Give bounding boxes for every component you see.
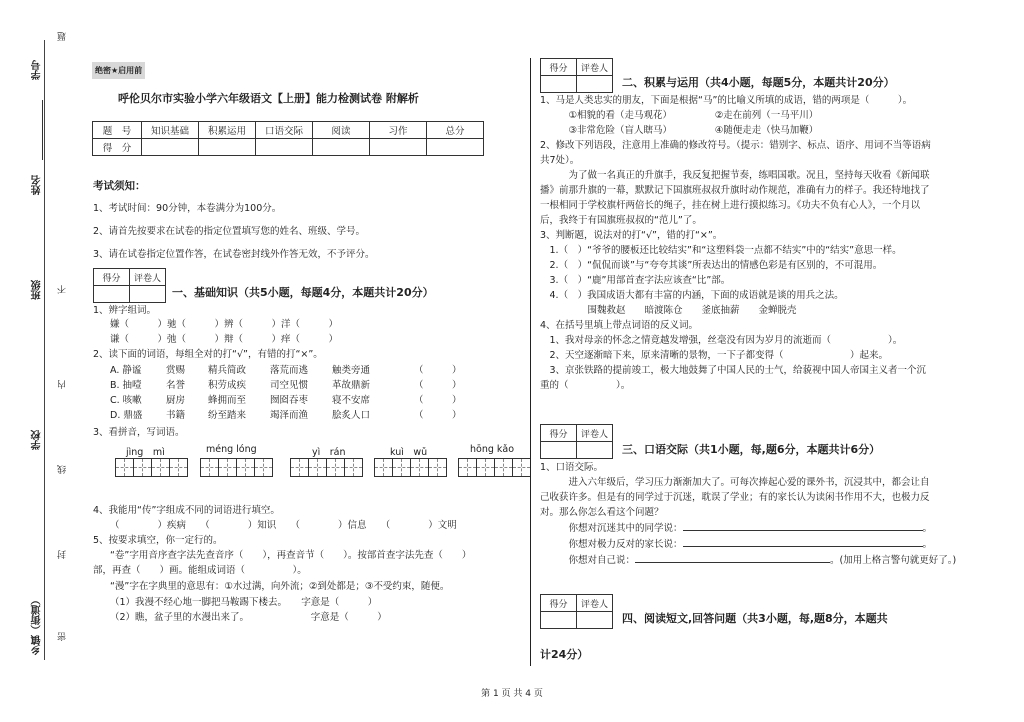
xuehao-blank [42, 100, 43, 160]
oral-prompt-label: 你想对自己说： [540, 555, 636, 566]
q2-options [110, 362, 462, 422]
q2-cell: 名誉 [166, 380, 186, 391]
grader-cell[interactable] [130, 286, 166, 303]
notice-item: 3、请在试卷指定位置作答，在试卷密封线外作答无效，不予评分。 [93, 249, 375, 260]
grader-label: 评卷人 [577, 59, 613, 76]
sec2-line: 播》前那升旗的一幕，默默记下国旗班叔叔升旗时动作规范，准确有力的样子。我还特地找了 [540, 185, 930, 196]
q2-answer[interactable]: （ ） [414, 365, 462, 376]
sec2-line: 共7处）。 [540, 155, 580, 166]
q2-row [110, 407, 462, 422]
sec2-line: 一根相同于学校旗杆两倍长的绳子，挂在树上进行摸拟练习。《功夫不负有心人》，一个月以 [540, 200, 921, 211]
notice-item: 1、考试时间：90分钟，本卷满分为100分。 [93, 203, 282, 214]
grader-label: 评卷人 [130, 269, 166, 286]
sec2-line: 围魏救赵 暗渡陈仓 釜底抽薪 金蝉脱壳 [540, 305, 797, 316]
question-3: 3、看拼音，写词语。 [93, 427, 185, 438]
margin-label-class: 班级 [32, 280, 43, 300]
sec2-line: 2.（ ）“侃侃而谈”与“夸夸其谈”所表达出的情感色彩是有区别的，不可混用。 [540, 260, 883, 271]
writing-grid[interactable] [200, 458, 272, 477]
grader-box [540, 424, 613, 459]
question-5: 5、按要求填空，你一定行的。 [93, 535, 223, 546]
score-cell[interactable] [370, 139, 427, 156]
grader-box [540, 58, 613, 93]
section-4-title: 四、阅读短文,回答问题（共3小题，每,题8分，本题共 [622, 612, 888, 625]
seal-mark: 线 [58, 465, 68, 474]
grader-score-label: 得分 [541, 425, 577, 442]
q2-cell: 积劳成疾 [208, 380, 247, 391]
q2-cell: 触类旁通 [332, 365, 371, 376]
score-cell[interactable] [427, 139, 484, 156]
q5-line: “漫”字在字典里的意思有：①水过满，向外流；②到处都是；③不受约束，随便。 [110, 581, 450, 592]
score-header: 阅读 [313, 122, 370, 139]
oral-prompt-label: 你想对沉迷其中的同学说： [540, 523, 683, 534]
pinyin-label: yì rán [312, 447, 346, 458]
q2-cell: 革故鼎新 [332, 380, 371, 391]
question-4: 4、我能用“传”字组成不同的词语进行填空。 [93, 505, 280, 516]
question-2: 2、读下面的词语，每组全对的打“√”，有错的打“×”。 [93, 349, 323, 360]
notice-heading: 考试须知： [93, 180, 146, 192]
oral-prompt-peers: 你想对沉迷其中的同学说： 。 [540, 523, 933, 534]
score-cell[interactable] [142, 139, 199, 156]
q2-cell: 精兵简政 [208, 365, 247, 376]
grader-cell[interactable] [577, 442, 613, 459]
q2-cell: 厨房 [166, 395, 186, 406]
margin-label-name: 姓名 [32, 175, 43, 195]
grader-score-cell[interactable] [541, 612, 577, 629]
grader-cell[interactable] [577, 76, 613, 93]
oral-prompt-label: 你想对极力反对的家长说： [540, 539, 683, 550]
binding-line [44, 40, 45, 660]
q5-line: “卷”字用音序查字法先查音序（ ），再查音节（ ）。按部首查字法先查（ ） [110, 550, 472, 561]
score-cell[interactable] [313, 139, 370, 156]
grader-box [93, 268, 166, 303]
pinyin-label: kuì wǔ [390, 447, 428, 458]
q2-cell: B. 抽噎 [110, 380, 142, 391]
q2-answer[interactable]: （ ） [414, 410, 462, 421]
q5-line: （1）我漫不经心地一脚把马鞍踢下楼去。 字意是（ ） [110, 597, 378, 608]
q2-cell: 落荒而逃 [270, 365, 309, 376]
sec2-line: 2、修改下列语段，注意用上准确的修改符号。（提示：错别字、标点、语序、用词不当等语病 [540, 140, 931, 151]
notice-item: 2、请首先按要求在试卷的指定位置填写您的姓名、班级、学号。 [93, 226, 366, 237]
grader-box [540, 594, 613, 629]
sec2-line: 重的（ ）。 [540, 380, 631, 391]
sec3-line: 对。那么你怎么看这个问题？ [540, 507, 664, 518]
writing-grid[interactable] [115, 458, 187, 477]
sec2-line: 3、京张铁路的提前竣工，极大地鼓舞了中国人民的士气，给藐视中国人帝国主义者一个沉 [540, 365, 927, 376]
score-header: 总分 [427, 122, 484, 139]
sec3-line: 己收获许多。但是有的同学过于沉迷，耽误了学业；有的家长认为读闲书作用不大，也极力反 [540, 492, 930, 503]
q2-cell: 司空见惯 [270, 380, 309, 391]
q2-cell: C. 咳嗽 [110, 395, 142, 406]
section-1-title: 一、基础知识（共5小题，每题4分，本题共计20分） [172, 286, 434, 299]
score-cell[interactable] [256, 139, 313, 156]
sec2-line: 3.（ ）“鹿”用部首查字法应该查“比”部。 [540, 275, 731, 286]
margin-label-xuehao: 学号 [32, 60, 43, 80]
writing-grid[interactable] [374, 458, 446, 477]
score-table [92, 121, 484, 156]
sec2-line: 后，我终于有国旗班叔叔的“范儿”了。 [540, 215, 702, 226]
score-row-label: 得 分 [93, 139, 142, 156]
sec2-line: 4.（ ）我国成语大都有丰富的内涵，下面的成语就是谈的用兵之法。 [540, 290, 844, 301]
writing-grid[interactable] [458, 458, 530, 477]
sec2-line: ③非常危险（盲人瞎马） ④随便走走（快马加鞭） [540, 125, 819, 136]
q2-cell: A. 静谧 [110, 365, 142, 376]
grader-score-label: 得分 [541, 59, 577, 76]
q2-cell: D. 鼎盛 [110, 410, 143, 421]
q2-cell: 囫囵吞枣 [270, 395, 309, 406]
q2-cell: 脍炙人口 [332, 410, 371, 421]
score-header: 积累运用 [199, 122, 256, 139]
oral-prompt-parents: 你想对极力反对的家长说： 。 [540, 539, 933, 550]
q4-row: （ ）疾病 （ ）知识 （ ）信息 （ ）文明 [110, 520, 457, 531]
score-cell[interactable] [199, 139, 256, 156]
q2-answer[interactable]: （ ） [414, 380, 462, 391]
q2-cell: 寝不安席 [332, 395, 371, 406]
q2-cell: 纷至踏来 [208, 410, 247, 421]
column-divider [530, 58, 531, 666]
q2-answer[interactable]: （ ） [414, 395, 462, 406]
q1-row: 嫌（ ）驰（ ）辨（ ）洋（ ） [110, 319, 339, 330]
q5-line: 部，再查（ ）画。能组成词语（ ）。 [93, 565, 307, 576]
sec2-line: 3、判断题，说法对的打“√”，错的打“×”。 [540, 230, 723, 241]
score-header: 知识基础 [142, 122, 199, 139]
sec3-line: 1、口语交际。 [540, 462, 604, 473]
oral-prompt-self [540, 554, 956, 567]
grader-score-cell[interactable] [94, 286, 130, 303]
section-2-title: 二、积累与运用（共4小题，每题5分，本题共计20分） [622, 76, 895, 89]
section-3-title: 三、口语交际（共1小题，每,题6分，本题共计6分） [622, 443, 881, 456]
margin-label-school: 学校 [32, 430, 43, 450]
q2-row [110, 377, 462, 392]
confidential-badge: 绝密★启用前 [92, 62, 145, 79]
q2-cell: 蜂拥而至 [208, 395, 247, 406]
sec2-line: 4、在括号里填上带点词语的反义词。 [540, 320, 699, 331]
q2-cell: 竭泽而渔 [270, 410, 309, 421]
seal-mark: 密 [58, 632, 68, 641]
section-4-title-cont: 计24分） [540, 648, 589, 661]
margin-label-township: 乡镇（街道） [32, 595, 43, 655]
seal-mark: 封 [58, 550, 68, 559]
grader-score-cell[interactable] [541, 76, 577, 93]
pinyin-label: hōng kǎo [470, 444, 515, 455]
grader-cell[interactable] [577, 612, 613, 629]
q5-line: （2）瞧，盆子里的水漫出来了。 字意是（ ） [110, 612, 387, 623]
seal-mark: 题 [58, 32, 68, 41]
writing-grid[interactable] [290, 458, 362, 477]
answer-blank[interactable] [635, 562, 830, 563]
score-header: 习作 [370, 122, 427, 139]
question-1: 1、辨字组词。 [93, 305, 157, 316]
pinyin-label: méng lóng [206, 444, 257, 455]
q2-cell: 书籍 [166, 410, 186, 421]
grader-score-label: 得分 [94, 269, 130, 286]
q1-row: 谦（ ）弛（ ）辩（ ）痒（ ） [110, 334, 339, 345]
seal-mark: 不 [58, 285, 68, 294]
sec2-line: 1、马是人类忠实的朋友，下面是根据“马”的比喻义所填的成语，错的两项是（ ）。 [540, 95, 913, 106]
grader-score-label: 得分 [541, 595, 577, 612]
score-header: 题 号 [93, 122, 142, 139]
answer-blank[interactable] [683, 546, 923, 547]
sec2-line: 1.（ ）“爷爷的腰板还比较结实”和“这塑料袋一点都不结实”中的“结实”意思一样。 [540, 245, 902, 256]
pinyin-label: jìng mì [126, 447, 165, 458]
score-header: 口语交际 [256, 122, 313, 139]
grader-label: 评卷人 [577, 595, 613, 612]
exam-title: 呼伦贝尔市实验小学六年级语文【上册】能力检测试卷 附解析 [118, 92, 419, 105]
seal-mark: 内 [58, 380, 68, 389]
page-footer: 第 1 页 共 4 页 [481, 689, 543, 699]
q2-row [110, 362, 462, 377]
sec2-line: 2、天空逐渐暗下来，原来清晰的景物，一下子都变得（ ）起来。 [540, 350, 889, 361]
sec2-line: 为了做一名真正的升旗手，我反复把握节奏，练唱国歌。况且，坚持每天收看《新闻联 [540, 170, 930, 181]
sec3-line: 进入六年级后，学习压力渐渐加大了。可每次捧起心爱的课外书，沉浸其中，都会让自 [540, 477, 930, 488]
q2-row [110, 392, 462, 407]
answer-blank[interactable] [683, 530, 923, 531]
grader-label: 评卷人 [577, 425, 613, 442]
sec2-line: ①相貌的看（走马观花） ②走在前列（一马平川） [540, 110, 819, 121]
sec2-line: 1、我对母亲的怀念之情竟越发增强，丝毫没有因为岁月的流逝而（ ）。 [540, 335, 903, 346]
oral-prompt-note: 。(加用上格言警句就更好了。) [830, 555, 957, 566]
q2-cell: 赏赐 [166, 365, 186, 376]
grader-score-cell[interactable] [541, 442, 577, 459]
